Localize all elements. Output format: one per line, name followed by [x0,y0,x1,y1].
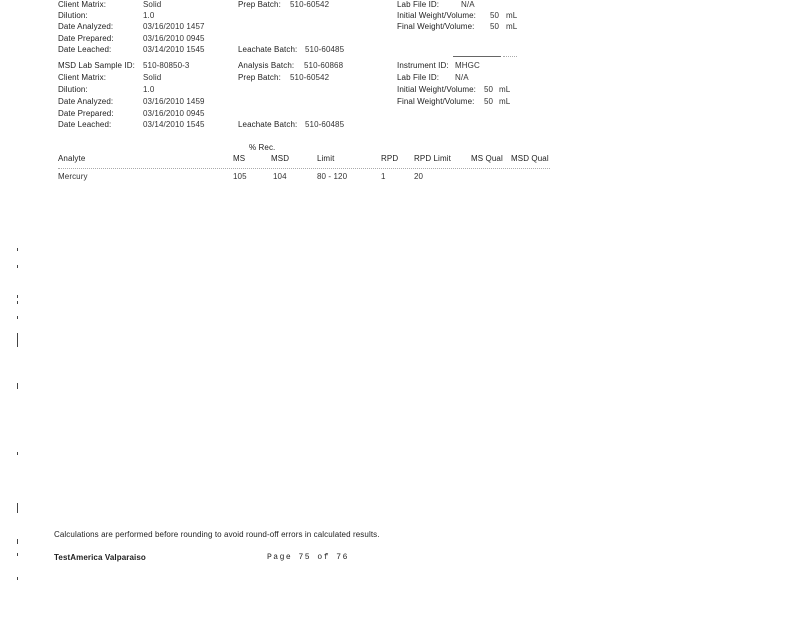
ms-initial-weight-value: 50 [490,11,500,20]
separator-dots [503,56,517,57]
col-ms: MS [233,154,246,163]
msd-date-analyzed-label: Date Analyzed: [58,97,114,106]
col-rpd-limit: RPD Limit [414,154,451,163]
company-name: TestAmerica Valparaiso [54,553,146,562]
ms-date-analyzed-value: 03/16/2010 1457 [143,22,205,31]
ms-date-analyzed-label: Date Analyzed: [58,22,114,31]
ms-prep-batch-value: 510-60542 [290,0,330,9]
ms-final-weight-unit: mL [506,22,518,31]
row-msd: 104 [273,172,287,181]
msd-initial-weight-label: Initial Weight/Volume: [397,85,476,94]
msd-instrument-id-value: MHGC [455,61,480,70]
col-msd: MSD [271,154,290,163]
page-number: Page 75 of 76 [267,553,349,562]
row-limit: 80 - 120 [317,172,348,181]
ms-prep-batch-label: Prep Batch: [238,0,281,9]
scan-mark [17,265,18,268]
scan-mark [17,333,18,347]
msd-date-leached-label: Date Leached: [58,120,112,129]
col-analyte: Analyte [58,154,86,163]
col-msd-qual: MSD Qual [511,154,549,163]
ms-date-prepared-value: 03/16/2010 0945 [143,34,205,43]
ms-date-leached-label: Date Leached: [58,45,112,54]
scan-mark [17,577,18,580]
percent-rec-header: % Rec. [249,143,276,152]
ms-initial-weight-label: Initial Weight/Volume: [397,11,476,20]
scan-mark [17,316,18,319]
msd-analysis-batch-value: 510-60868 [304,61,344,70]
row-rpd-limit: 20 [414,172,424,181]
msd-prep-batch-value: 510-60542 [290,73,330,82]
col-rpd: RPD [381,154,399,163]
msd-prep-batch-label: Prep Batch: [238,73,281,82]
msd-initial-weight-unit: mL [499,85,511,94]
msd-sample-id-label: MSD Lab Sample ID: [58,61,135,70]
ms-lab-file-id-value: N/A [461,0,475,9]
msd-dilution-value: 1.0 [143,85,155,94]
ms-initial-weight-unit: mL [506,11,518,20]
msd-instrument-id-label: Instrument ID: [397,61,449,70]
ms-lab-file-id-label: Lab File ID: [397,0,440,9]
msd-date-analyzed-value: 03/16/2010 1459 [143,97,205,106]
msd-final-weight-label: Final Weight/Volume: [397,97,475,106]
scan-mark [17,452,18,455]
ms-final-weight-value: 50 [490,22,500,31]
scan-mark [17,383,18,389]
row-analyte: Mercury [58,172,88,181]
calculation-note: Calculations are performed before rounding to avoid round-off errors in calculated results. [54,530,380,539]
header-rule [58,168,550,169]
ms-date-leached-value: 03/14/2010 1545 [143,45,205,54]
col-ms-qual: MS Qual [471,154,503,163]
scan-mark [17,553,18,556]
scan-mark [17,301,18,304]
msd-sample-id-value: 510-80850-3 [143,61,190,70]
ms-leachate-batch-label: Leachate Batch: [238,45,298,54]
col-limit: Limit [317,154,335,163]
ms-client-matrix-value: Solid [143,0,162,9]
separator-line [453,56,501,57]
msd-date-prepared-label: Date Prepared: [58,109,114,118]
ms-dilution-value: 1.0 [143,11,155,20]
ms-date-prepared-label: Date Prepared: [58,34,114,43]
msd-initial-weight-value: 50 [484,85,494,94]
msd-lab-file-id-label: Lab File ID: [397,73,440,82]
msd-date-prepared-value: 03/16/2010 0945 [143,109,205,118]
scan-mark [17,248,18,251]
ms-final-weight-label: Final Weight/Volume: [397,22,475,31]
ms-client-matrix-label: Client Matrix: [58,0,107,9]
msd-lab-file-id-value: N/A [455,73,469,82]
msd-leachate-batch-label: Leachate Batch: [238,120,298,129]
ms-leachate-batch-value: 510-60485 [305,45,345,54]
msd-client-matrix-value: Solid [143,73,162,82]
ms-dilution-label: Dilution: [58,11,88,20]
scan-mark [17,539,18,544]
row-ms: 105 [233,172,247,181]
scan-mark [17,295,18,298]
msd-date-leached-value: 03/14/2010 1545 [143,120,205,129]
row-rpd: 1 [381,172,386,181]
msd-final-weight-value: 50 [484,97,494,106]
msd-leachate-batch-value: 510-60485 [305,120,345,129]
scan-mark [17,503,18,513]
msd-final-weight-unit: mL [499,97,511,106]
msd-analysis-batch-label: Analysis Batch: [238,61,295,70]
msd-client-matrix-label: Client Matrix: [58,73,107,82]
msd-dilution-label: Dilution: [58,85,88,94]
